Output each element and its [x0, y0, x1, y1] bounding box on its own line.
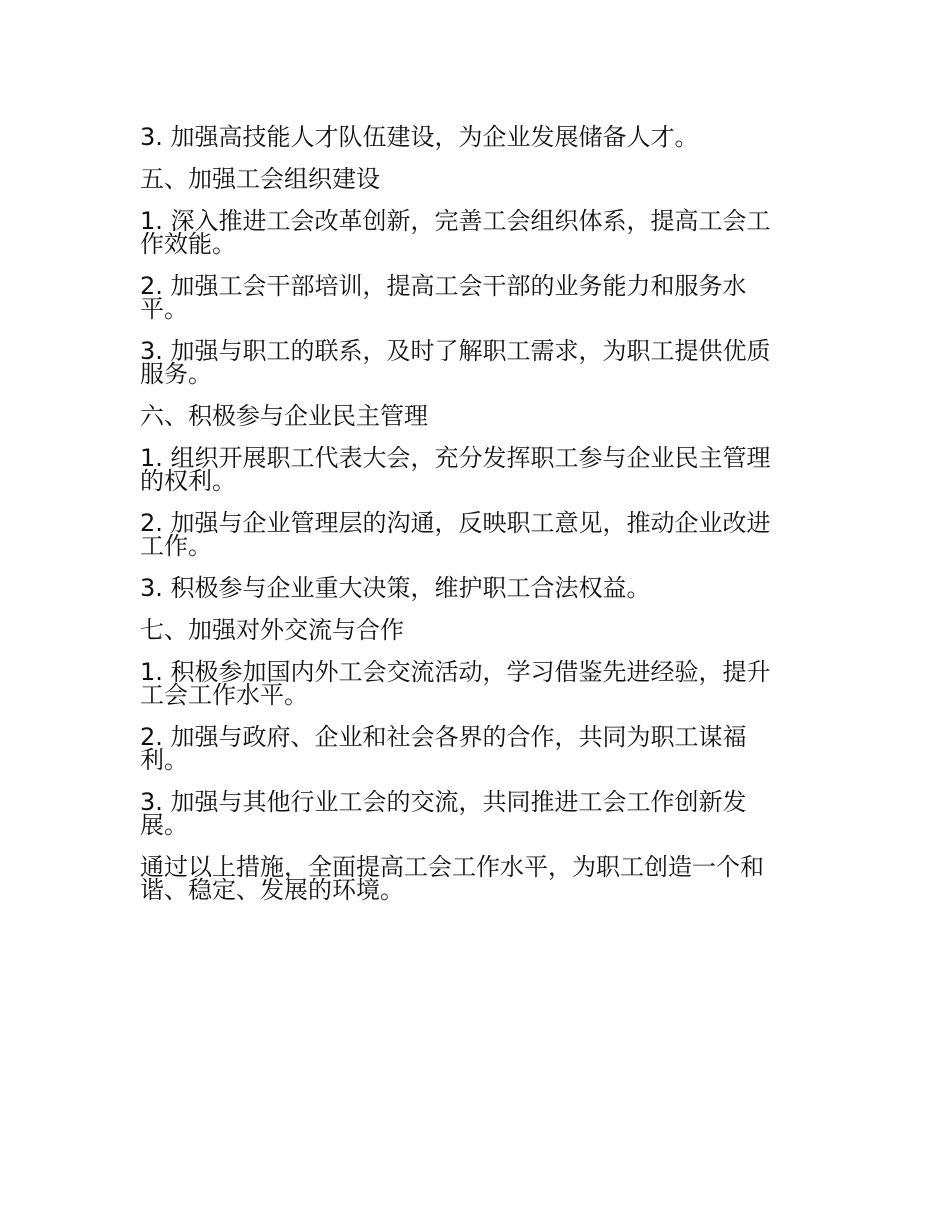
paragraph: 3. 加强与其他行业工会的交流，共同推进工会工作创新发展。 [140, 788, 747, 839]
paragraph: 3. 加强与职工的联系，及时了解职工需求，为职工提供优质服务。 [140, 337, 771, 388]
section-heading: 五、加强工会组织建设 [140, 165, 380, 193]
document-body [140, 123, 792, 921]
paragraph: 2. 加强与政府、企业和社会各界的合作，共同为职工谋福利。 [140, 723, 747, 774]
closing-paragraph: 通过以上措施，全面提高工会工作水平，为职工创造一个和谐、稳定、发展的环境。 [140, 853, 764, 904]
paragraph: 3. 加强高技能人才队伍建设，为企业发展储备人才。 [140, 123, 699, 151]
paragraph: 1. 组织开展职工代表大会，充分发挥职工参与企业民主管理的权利。 [140, 444, 771, 495]
paragraph: 3. 积极参与企业重大决策，维护职工合法权益。 [140, 574, 651, 602]
paragraph: 2. 加强与企业管理层的沟通，反映职工意见，推动企业改进工作。 [140, 509, 771, 560]
paragraph: 2. 加强工会干部培训，提高工会干部的业务能力和服务水平。 [140, 272, 747, 323]
section-heading: 七、加强对外交流与合作 [140, 616, 404, 644]
paragraph: 1. 深入推进工会改革创新，完善工会组织体系，提高工会工作效能。 [140, 207, 771, 258]
paragraph: 1. 积极参加国内外工会交流活动，学习借鉴先进经验，提升工会工作水平。 [140, 658, 771, 709]
section-heading: 六、积极参与企业民主管理 [140, 402, 428, 430]
